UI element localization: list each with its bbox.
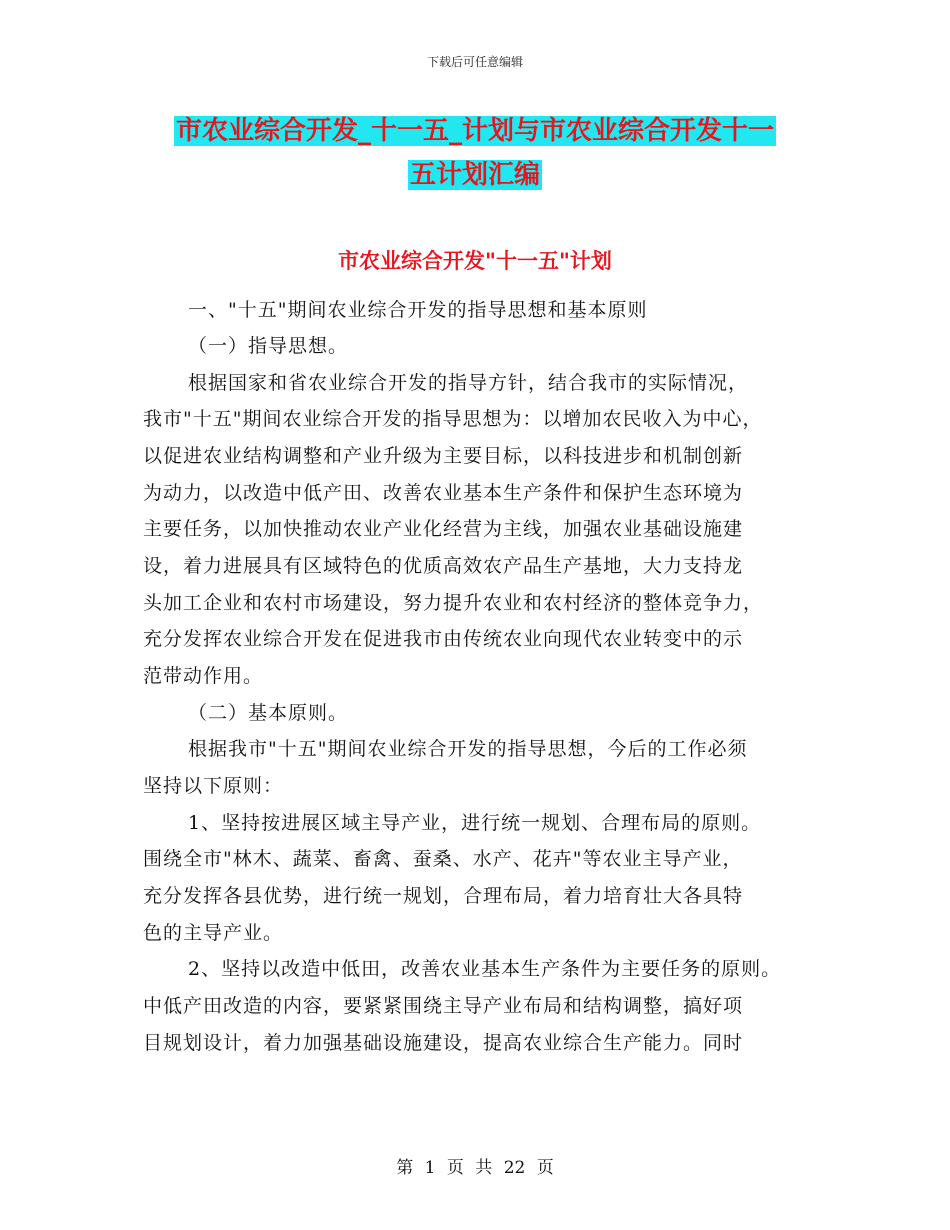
body-line: 一、"十五"期间农业综合开发的指导思想和基本原则 bbox=[188, 299, 648, 321]
body-line: 充分发挥各县优势，进行统一规划，合理布局，着力培育壮大各具特 bbox=[143, 885, 744, 907]
document-title-line-1 bbox=[0, 111, 950, 151]
body-line: 围绕全市"林木、蔬菜、畜禽、蚕桑、水产、花卉"等农业主导产业， bbox=[143, 848, 743, 870]
body-line: 头加工企业和农村市场建设，努力提升农业和农村经济的整体竞争力， bbox=[143, 592, 764, 614]
body-line: 根据国家和省农业综合开发的指导方针，结合我市的实际情况， bbox=[188, 372, 749, 394]
body-line: 以促进农业结构调整和产业升级为主要目标，以科技进步和机制创新 bbox=[143, 445, 744, 467]
body-line: 1、坚持按进展区域主导产业，进行统一规划、合理布局的原则。 bbox=[188, 812, 762, 834]
body-line: 色的主导产业。 bbox=[143, 922, 284, 944]
body-line: 我市"十五"期间农业综合开发的指导思想为：以增加农民收入为中心， bbox=[143, 408, 763, 430]
document-title-text-1: 市农业综合开发_十一五_计划与市农业综合开发十一 bbox=[175, 116, 774, 146]
document-title-line-2 bbox=[0, 155, 950, 195]
body-line: 充分发挥农业综合开发在促进我市由传统农业向现代农业转变中的示 bbox=[143, 628, 744, 650]
body-line: 设，着力进展具有区域特色的优质高效农产品生产基地，大力支持龙 bbox=[143, 555, 744, 577]
body-line: 中低产田改造的内容，要紧紧围绕主导产业布局和结构调整，搞好项 bbox=[143, 995, 744, 1017]
header-note: 下载后可任意编辑 bbox=[426, 55, 523, 69]
body-line: 根据我市"十五"期间农业综合开发的指导思想，今后的工作必须 bbox=[188, 738, 748, 760]
body-line: （一）指导思想。 bbox=[188, 335, 349, 357]
body-line: 为动力，以改造中低产田、改善农业基本生产条件和保护生态环境为 bbox=[143, 482, 744, 504]
body-line: 目规划设计，着力加强基础设施建设，提高农业综合生产能力。同时 bbox=[143, 1032, 744, 1054]
body-line: 2、坚持以改造中低田，改善农业基本生产条件为主要任务的原则。 bbox=[188, 958, 782, 980]
body-line: 主要任务，以加快推动农业产业化经营为主线，加强农业基础设施建 bbox=[143, 518, 744, 540]
document-title-text-2: 五计划汇编 bbox=[409, 160, 540, 190]
body-line: 坚持以下原则： bbox=[143, 775, 284, 797]
body-line: （二）基本原则。 bbox=[188, 702, 349, 724]
body-line: 范带动作用。 bbox=[143, 665, 264, 687]
page-number: 第 1 页 共 22 页 bbox=[396, 1158, 554, 1178]
section-heading: 市农业综合开发"十一五"计划 bbox=[338, 249, 612, 273]
